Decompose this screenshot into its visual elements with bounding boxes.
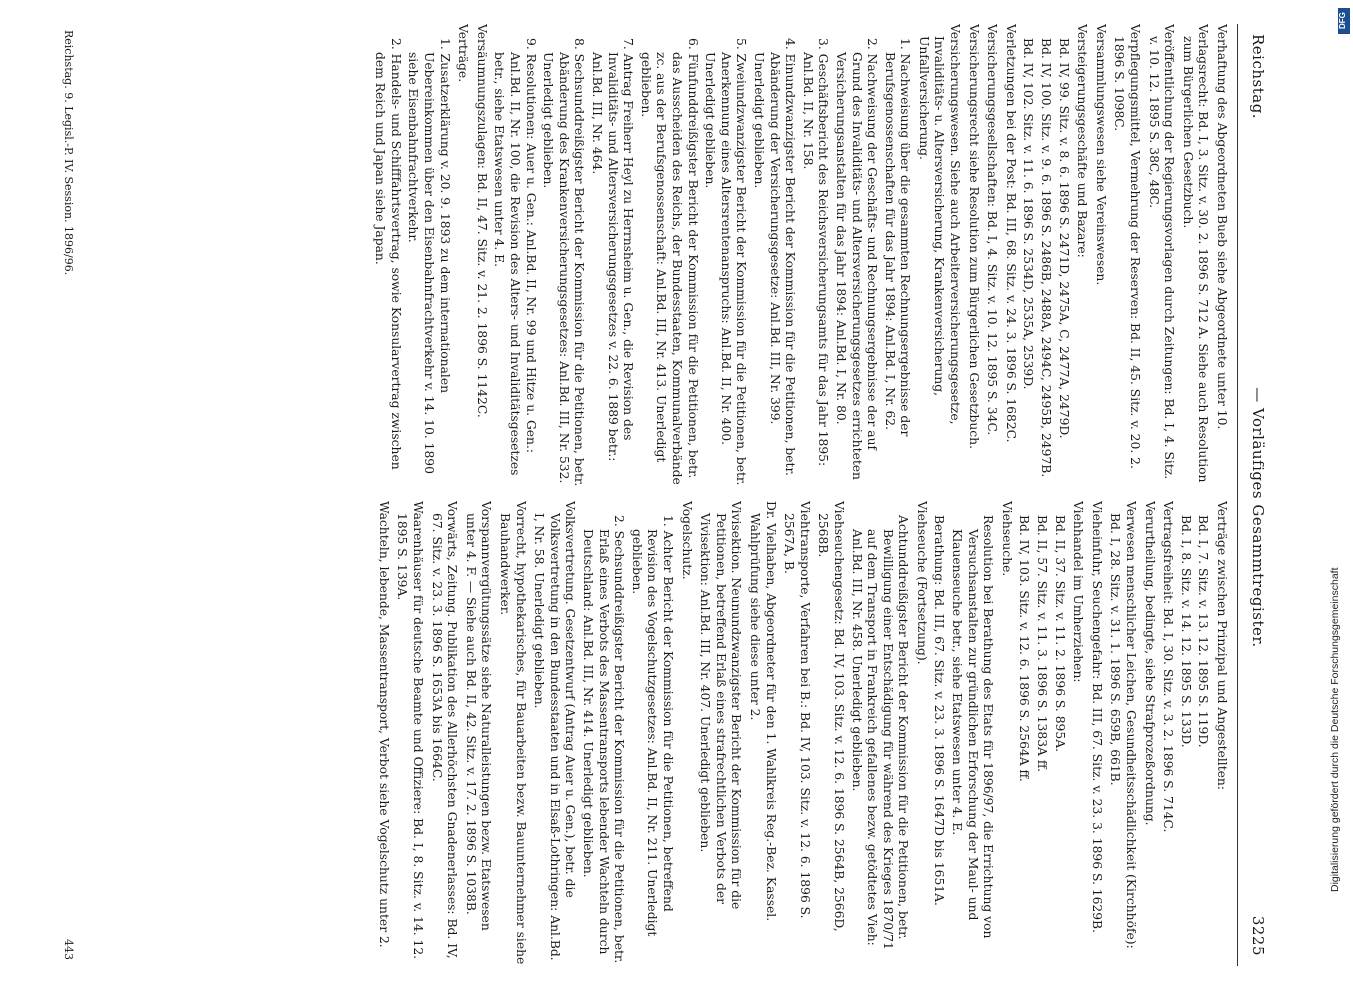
index-subentry: Bd. II, 57. Sitz. v. 11. 3. 1896 S. 1383A ff. xyxy=(1035,515,1050,773)
index-entry: Versicherungsgesellschaften: Bd. I, 4. Sitz. v. 10. 12. 1895 S. 34C. xyxy=(985,24,1000,436)
dfg-logo: DFG xyxy=(1338,8,1350,34)
index-column-left xyxy=(77,24,1229,489)
index-subentry: 7. Antrag Freiherr Heyl zu Herrnsheim u. Gen., die Revision des Invaliditäts- und Altersversicherungsgesetzes v. 22. 6. 1889 betr.: Anl.Bd. III, Nr. 464. xyxy=(590,38,636,462)
index-entry: Versäumnungszulagen: Bd. II, 47. Sitz. v. 21. 2. 1896 S. 1142C. xyxy=(474,24,489,418)
index-subentry: Achtunddreißigster Bericht der Kommission für die Petitionen, betr. Bewilligung einer Entschädigung für während des Krieges 1870/71 auf dem Transport in Frankreich gefallenes bezw. getödtetes Vieh: Anl.Bd. III, Nr. 458. Unerledigt geblieben. xyxy=(849,515,911,950)
index-subentry: Bd. I, 7. Sitz. v. 13. 12. 1895 S. 119D. xyxy=(1196,515,1211,748)
index-subentry: 1. Zusatzerklärung v. 20. 9. 1893 zu dem internationalen Uebereinkommen über den Eisenbahnfrachtverkehr v. 14. 10. 1890 siehe Eisenbahnfrachtverkehr. xyxy=(406,38,452,474)
index-entry: Dr. Vielhaben, Abgeordneter für den 1. Wahlkreis Reg.-Bez. Kassel. Wahlprüfung siehe diese unter 2. xyxy=(747,501,778,922)
index-entry: Verlagsrecht: Bd. I, 3. Sitz. v. 30. 2. 1896 S. 712 A. Siehe auch Resolution zum Bürgerlichen Gesetzbuch. xyxy=(1180,24,1211,483)
index-entry: Verträge zwischen Prinzipal und Angestellten: xyxy=(1215,501,1229,790)
page-number: 3225 xyxy=(1249,915,1267,956)
index-entry: Waarenhäuser für deutsche Beamte und Offiziere: Bd. I, 8. Sitz. v. 14. 12. 1895 S. 139A. xyxy=(395,501,426,960)
index-entry: Versicherungsrecht siehe Resolution zum Bürgerlichen Gesetzbuch. xyxy=(966,24,981,450)
index-entry: Vorspannvergütungssätze siehe Naturalleistungen bezw. Etatswesen unter 4. F. — Siehe auch Bd. II, 42. Sitz. v. 17. 2. 1896 S. 1038B. xyxy=(463,501,494,931)
index-entry: Vieheinfuhr, Seuchengefahr: Bd. III, 67. Sitz. v. 23. 3. 1896 S. 1629B. xyxy=(1089,501,1104,933)
index-entry: Viehseuche (Fortsetzung). xyxy=(914,501,929,665)
index-entry: Veröffentlichung der Regierungsvorlagen durch Zeitungen: Bd. I, 4. Sitz. v. 10. 12. 1895 S. 38C, 48C. xyxy=(1146,24,1177,480)
index-entry: Volksvertretung. Gesetzentwurf (Antrag Auer u. Gen.), betr. die Volksvertretung in den Bundesstaaten und in Elsaß-Lothringen: Anl.Bd. I, Nr. 58. Unerledigt geblieben. xyxy=(532,501,578,961)
index-subentry: 2. Sechsunddreißigster Bericht der Kommission für die Petitionen, betr. Erlaß eines Verbots des Massentransports lebender Wachteln durch Deutschland: Anl.Bd. III, Nr. 414. Unerledigt geblieben. xyxy=(581,515,627,964)
index-entry: Viehseuche. xyxy=(999,501,1014,577)
footer-signature: Reichstag. 9. Legisl.-P. IV. Session. 1896/96. xyxy=(62,30,75,276)
index-column-right xyxy=(77,501,1229,966)
header-left: Reichstag. xyxy=(1249,34,1267,120)
index-subentry: Bd. I, 8. Sitz. v. 14. 12. 1895 S. 133D. xyxy=(1178,515,1193,748)
index-entry: Viehtransporte, Verfahren bei B.: Bd. IV, 103. Sitz. v. 12. 6. 1896 S. 2567A, B. xyxy=(782,501,812,919)
index-entry: Verwesen menschlicher Leichen, Gesundheitsschädlichkeit (Kirchhöfe): Bd. I, 28. Sitz. v. 31. 1. 1896 S. 659B, 661B. xyxy=(1108,501,1139,949)
index-entry: Viehseuchengesetz: Bd. IV, 103. Sitz. v. 12. 6. 1896 S. 2564B, 2566D, 2568B. xyxy=(816,501,846,932)
index-subentry: Bd. IV, 100. Sitz. v. 9. 6. 1896 S. 2486B, 2488A, 2494C, 2495B, 2497B. xyxy=(1039,38,1054,478)
page-header xyxy=(1237,24,1267,966)
index-entry: Wachteln, lebende, Massentransport, Verbot siehe Vogelschutz unter 2. xyxy=(376,501,391,948)
index-entry: Versicherungswesen. Siehe auch Arbeiterversicherungsgesetze, Invaliditäts- u. Altersversicherung, Krankenversicherung, Unfallversicherung. xyxy=(916,24,963,425)
index-subentry: Bd. IV, 103. Sitz. v. 12. 6. 1896 S. 2564A ff. xyxy=(1017,515,1032,782)
index-entry: Verträge. xyxy=(456,24,471,83)
index-entry: Versteigerungsgeschäfte und Bazare: xyxy=(1075,24,1090,258)
index-entry: Verurtheilung, bedingte, siehe Strafprozeßordnung. xyxy=(1142,501,1157,826)
header-title: — Vorläufiges Gesammtregister. xyxy=(1249,387,1267,648)
index-subentry: 1. Nachweisung über die gesammten Rechnungsergebnisse der Berufsgenossenschaften für das Jahr 1894: Anl.Bd. I, Nr. 62. xyxy=(882,38,913,437)
index-subentry: Berathung: Bd. III, 67. Sitz. v. 23. 3. 1896 S. 1647D bis 1651A. xyxy=(932,515,947,906)
index-subentry: 2. Nachweisung der Geschäfts- und Rechnungsergebnisse der auf Grund des Invaliditäts- und Altersversicherungsgesetzes errichteten Versicherungsanstalten für das Jahr 1894: Anl.Bd. I, Nr. 80. xyxy=(833,38,880,480)
index-entry: Verhaftung des Abgeordneten Bueb siehe Abgeordnete unter 10. xyxy=(1215,24,1229,430)
index-subentry: 9. Resolutionen: Auer u. Gen.: Anl.Bd. II, Nr. 99 und Hitze u. Gen.: Anl.Bd. II, Nr. 100, die Revision des Alters- und Invaliditätsgesetzes betr., siehe Etatswesen unter 4. E. xyxy=(492,38,538,476)
index-entry: Viehhandel im Umherziehen: xyxy=(1071,501,1086,683)
index-entry: Versammlungswesen siehe Vereinswesen. xyxy=(1093,24,1108,286)
index-entry: Verpflegungsmittel, Vermehrung der Reserven: Bd. II, 45. Sitz. v. 20. 2. 1896 S. 1098C. xyxy=(1112,24,1143,469)
page-footer xyxy=(62,24,77,966)
index-subentry: 2. Handels- und Schifffahrtsvertrag, sowie Konsularvertrag zwischen dem Reich und Japan siehe Japan. xyxy=(373,38,403,470)
index-entry: Vivisektion. Neunundzwanzigster Bericht der Kommission für die Petitionen, betreffend Erlaß eines strafrechtlichen Verbots der Vivisektion: Anl.Bd. III, Nr. 407. Unerledigt geblieben. xyxy=(698,501,744,910)
index-subentry: 1. Achter Bericht der Kommission für die Petitionen, betreffend Revision des Vogelschutzgesetzes: Anl.Bd. II, Nr. 211. Unerledigt geblieben. xyxy=(629,515,675,937)
index-entry: Vertragsfreiheit: Bd. I, 30. Sitz. v. 3. 2. 1896 S. 714C. xyxy=(1161,501,1176,833)
index-columns xyxy=(77,24,1237,966)
index-entry: Vogelschutz. xyxy=(679,501,694,580)
index-entry: Vorwärts, Zeitung. Publikation des Allerhöchsten Gnadenerlasses: Bd. IV, 67. Sitz. v. 23. 3. 1896 S. 1653A bis 1664C. xyxy=(429,501,460,959)
digitization-note xyxy=(1325,12,1349,992)
index-subentry: 8. Sechsunddreißigster Bericht der Kommission für die Petitionen, betr. Abänderung des Krankenversicherungsgesetzes: Anl.Bd. III, Nr. 532. Unerledigt geblieben. xyxy=(541,38,587,487)
index-subentry: 5. Zweiundzwanzigster Bericht der Kommission für die Petitionen, betr. Anerkennung eines Altersrentenanspruchs: Anl.Bd. II, Nr. 400. Unerledigt geblieben. xyxy=(703,38,749,486)
footer-sheet-number: 443 xyxy=(62,939,75,960)
index-subentry: 6. Fünfunddreißigster Bericht der Kommission für die Petitionen, betr. das Ausscheiden des Reichs, der Bundesstaaten, Kommunalverbände zc. aus der Berufsgenossenschaft: Anl.Bd. III, Nr. 413. Unerledigt geblieben. xyxy=(638,38,700,485)
index-subentry: 3. Geschäftsbericht des Reichsversicherungsamts für das Jahr 1895: Anl.Bd. II, Nr. 158. xyxy=(800,38,831,467)
index-subentry: Bd. II, 37. Sitz. v. 11. 2. 1896 S. 895A. xyxy=(1052,515,1067,752)
digitization-note-text: Digitalisierung gefördert durch die Deutsche Forschungsgemeinschaft xyxy=(1329,567,1341,892)
index-subentry: Resolution bei Berathung des Etats für 1896/97, die Errichtung von Versuchsanstalten zur gründlichen Erforschung der Maul- und Klauenseuche betr., siehe Etatswesen unter 4. E. xyxy=(950,515,996,939)
index-entry: Vorrecht, hypothekarisches, für Bauarbeiten bezw. Bauunternehmer siehe Bauhandwerker. xyxy=(498,501,528,965)
index-entry: Verletzungen bei der Post: Bd. III, 68. Sitz. v. 24. 3. 1896 S. 1682C. xyxy=(1003,24,1018,443)
index-subentry: 4. Einundzwanzigster Bericht der Kommission für die Petitionen, betr. Abänderung der Versicherungsgesetze: Anl.Bd. III, Nr. 399. Unerledigt geblieben. xyxy=(751,38,798,476)
index-subentry: Bd. IV, 102. Sitz. v. 11. 6. 1896 S. 2534D, 2535A, 2539D. xyxy=(1021,38,1036,390)
index-subentry: Bd. IV, 99. Sitz. v. 8. 6. 1896 S. 2471D, 2475A, C, 2477A, 2479D. xyxy=(1056,38,1071,439)
